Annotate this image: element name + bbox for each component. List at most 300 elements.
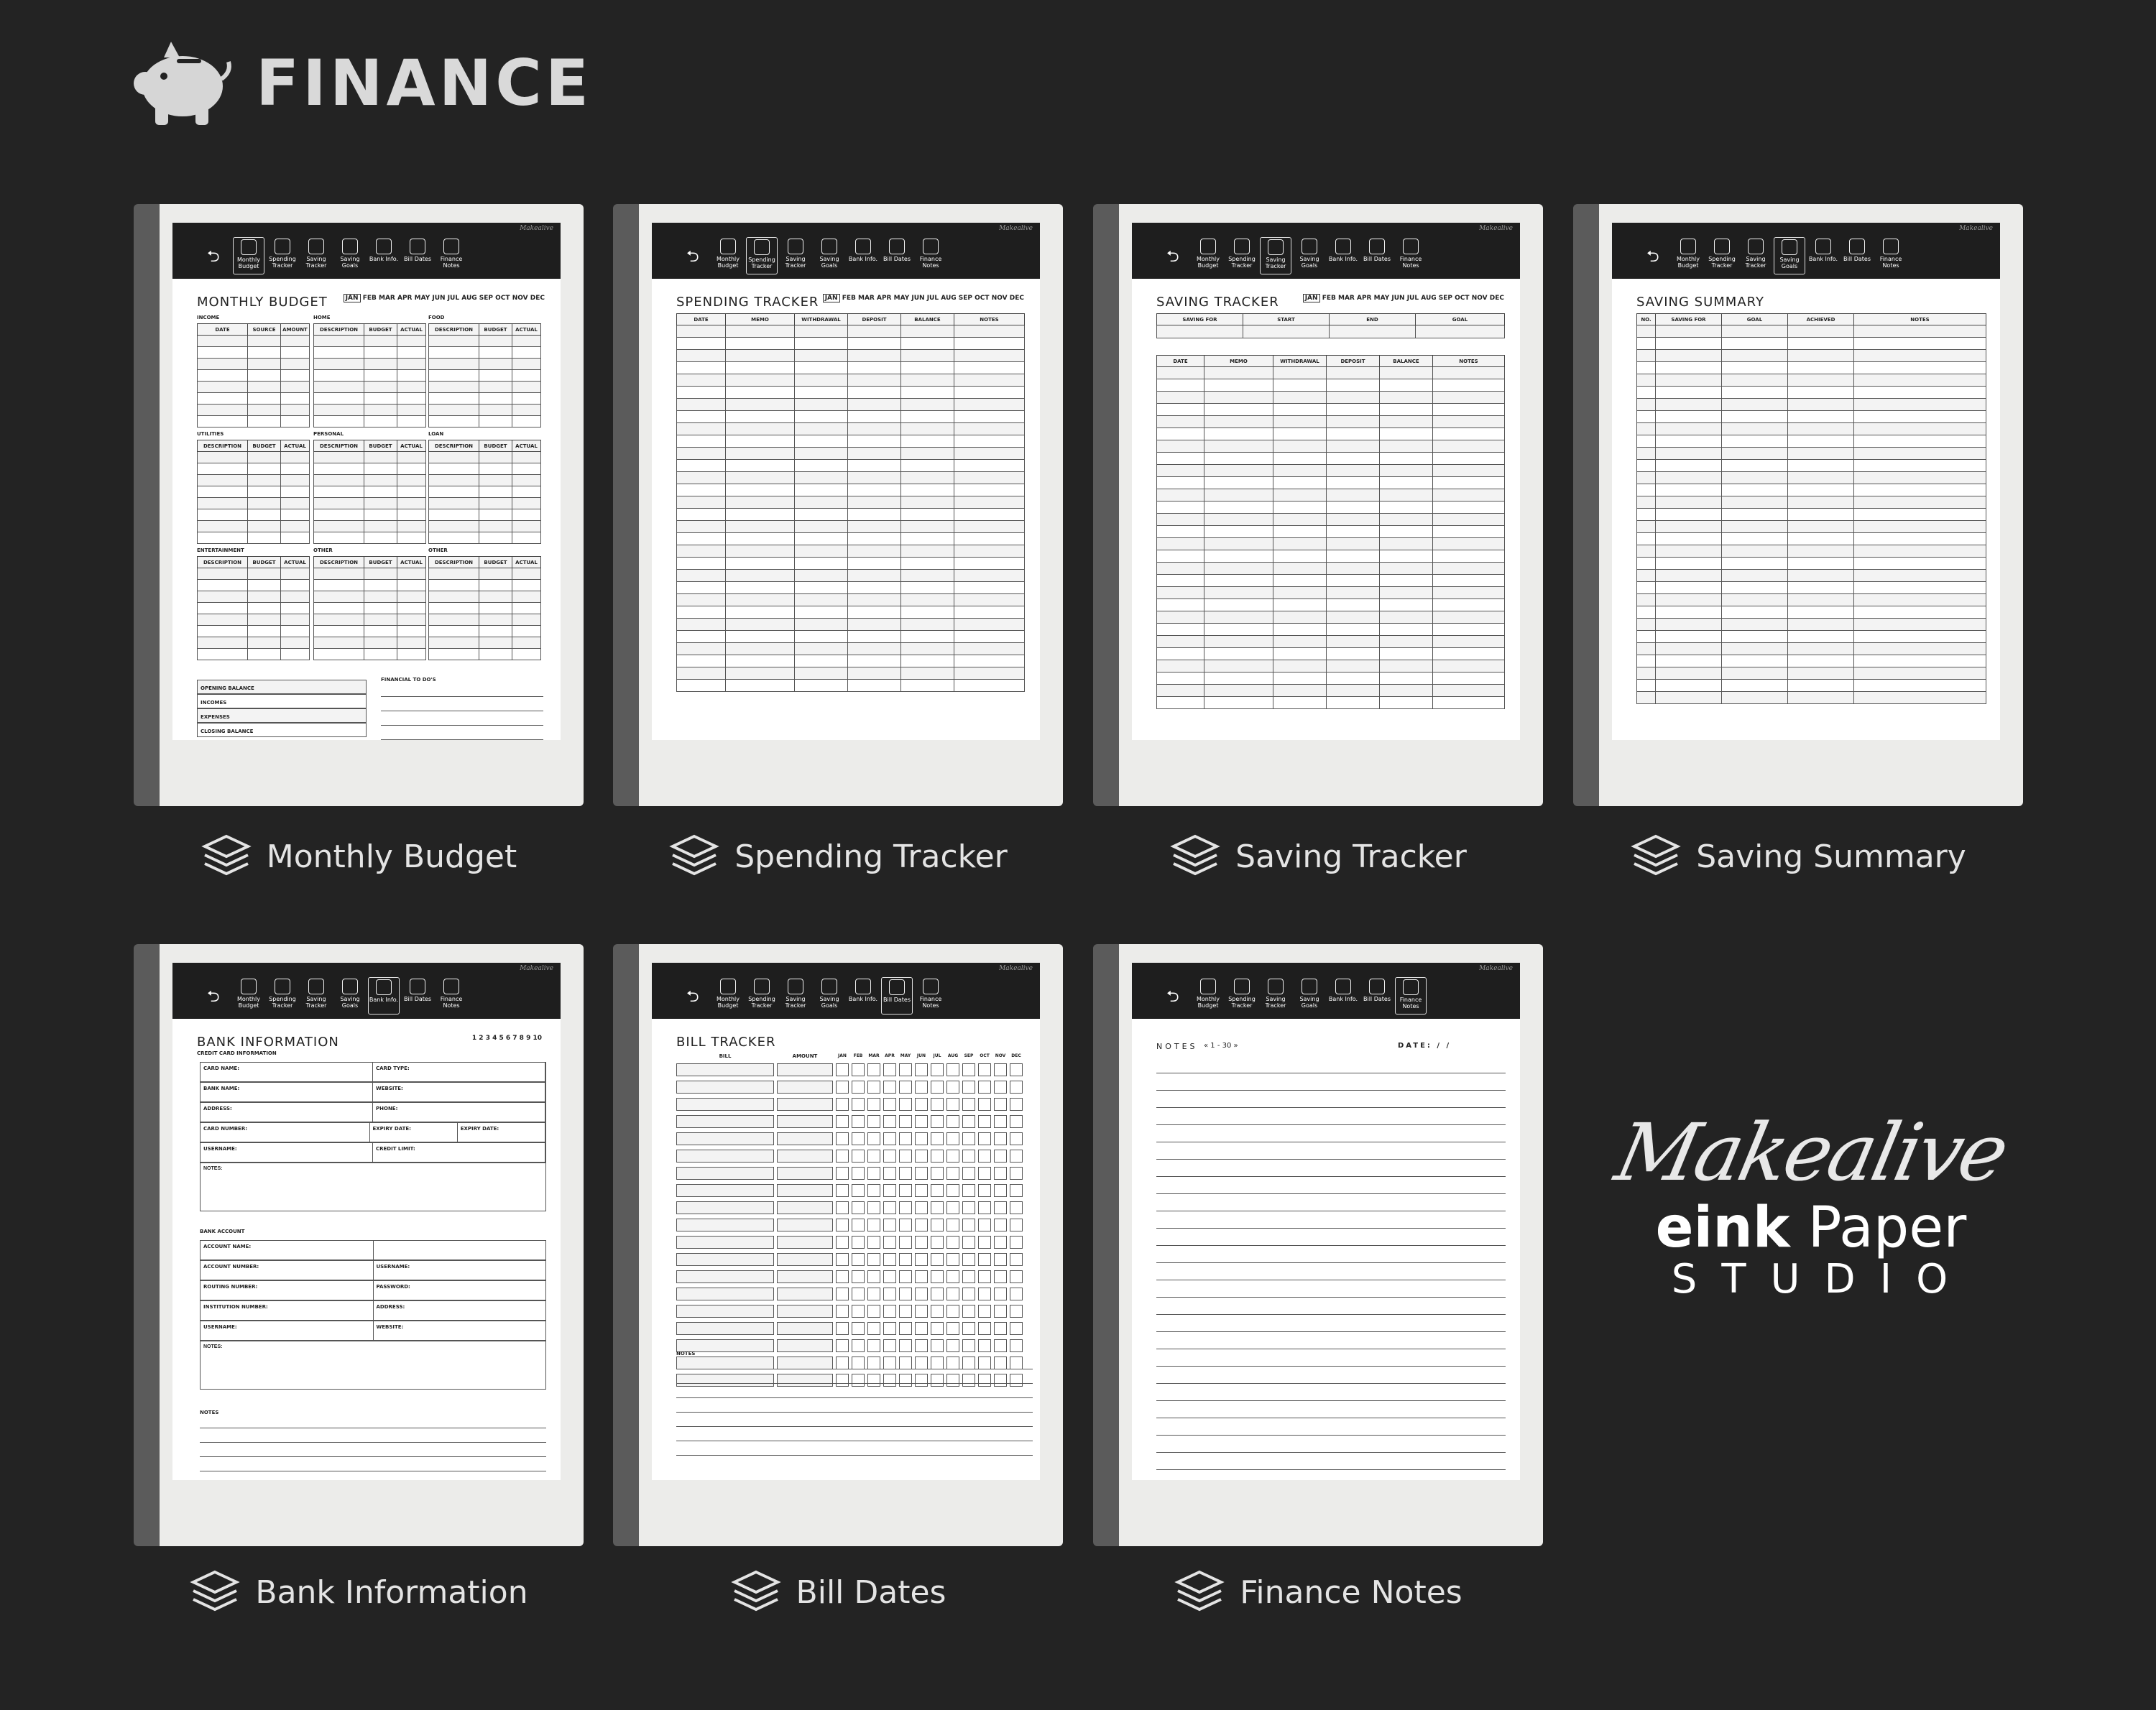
checkbox[interactable]	[852, 1322, 865, 1335]
checkbox[interactable]	[1010, 1339, 1023, 1352]
checkbox[interactable]	[899, 1253, 912, 1266]
table-row[interactable]	[1637, 325, 1986, 338]
nav-tab[interactable]	[1395, 977, 1427, 1015]
table-row[interactable]	[429, 475, 541, 486]
checkbox[interactable]	[915, 1270, 928, 1283]
checkbox[interactable]	[899, 1288, 912, 1300]
table-row[interactable]	[1637, 374, 1986, 387]
checkbox[interactable]	[946, 1184, 959, 1197]
checkbox[interactable]	[946, 1115, 959, 1128]
template-card[interactable]	[1093, 204, 1543, 806]
checkbox[interactable]	[867, 1270, 880, 1283]
table-row[interactable]	[676, 1184, 1023, 1197]
table-row[interactable]	[676, 1219, 1023, 1231]
checkbox[interactable]	[836, 1081, 849, 1094]
table-row[interactable]	[314, 475, 426, 486]
table-row[interactable]	[676, 1322, 1023, 1335]
checkbox[interactable]	[962, 1201, 975, 1214]
form-field[interactable]: USERNAME:	[201, 1321, 374, 1340]
checkbox[interactable]	[915, 1081, 928, 1094]
checkbox[interactable]	[915, 1184, 928, 1197]
checkbox[interactable]	[836, 1063, 849, 1076]
checkbox[interactable]	[899, 1236, 912, 1249]
table-row[interactable]	[676, 1305, 1023, 1318]
month-tab[interactable]: AUG	[941, 295, 957, 302]
nav-tab[interactable]	[300, 237, 332, 274]
checkbox[interactable]	[978, 1201, 991, 1214]
checkbox[interactable]	[867, 1184, 880, 1197]
nav-tab[interactable]	[814, 977, 845, 1015]
nav-tab[interactable]	[814, 237, 845, 274]
checkbox[interactable]	[1010, 1098, 1023, 1111]
checkbox[interactable]	[1010, 1305, 1023, 1318]
date-field[interactable]: DATE: / /	[1398, 1042, 1452, 1050]
checkbox[interactable]	[978, 1288, 991, 1300]
checkbox[interactable]	[915, 1150, 928, 1163]
checkbox[interactable]	[931, 1339, 944, 1352]
checkbox[interactable]	[931, 1270, 944, 1283]
checkbox[interactable]	[946, 1253, 959, 1266]
table-row[interactable]	[429, 370, 541, 382]
form-field[interactable]: BANK NAME:	[201, 1083, 373, 1101]
checkbox[interactable]	[978, 1339, 991, 1352]
form-field[interactable]: PHONE:	[373, 1103, 545, 1122]
month-tab[interactable]: FEB	[842, 295, 856, 302]
table-row[interactable]	[1637, 619, 1986, 631]
form-field[interactable]: INSTITUTION NUMBER:	[201, 1301, 374, 1320]
checkbox[interactable]	[978, 1236, 991, 1249]
nav-tab[interactable]	[1841, 237, 1873, 274]
table-row[interactable]	[198, 347, 310, 359]
checkbox[interactable]	[867, 1098, 880, 1111]
table-row[interactable]	[198, 568, 310, 580]
table-row[interactable]	[314, 509, 426, 521]
table-row[interactable]	[314, 463, 426, 475]
checkbox[interactable]	[915, 1098, 928, 1111]
table-row[interactable]	[198, 603, 310, 614]
table-row[interactable]	[1157, 697, 1505, 709]
table-row[interactable]	[1157, 648, 1505, 660]
checkbox[interactable]	[962, 1253, 975, 1266]
checkbox[interactable]	[994, 1322, 1007, 1335]
checkbox[interactable]	[899, 1063, 912, 1076]
checkbox[interactable]	[883, 1339, 896, 1352]
nav-tab[interactable]	[267, 977, 298, 1015]
nav-tab[interactable]	[267, 237, 298, 274]
table-row[interactable]	[1157, 526, 1505, 538]
table-row[interactable]	[1157, 325, 1505, 338]
checkbox[interactable]	[867, 1322, 880, 1335]
table-row[interactable]	[314, 416, 426, 428]
checkbox[interactable]	[915, 1322, 928, 1335]
checkbox[interactable]	[994, 1305, 1007, 1318]
table-row[interactable]	[676, 1253, 1023, 1266]
checkbox[interactable]	[915, 1253, 928, 1266]
nav-tab[interactable]	[1706, 237, 1738, 274]
table-row[interactable]	[1157, 660, 1505, 673]
table-row[interactable]	[198, 509, 310, 521]
table-row[interactable]	[1157, 404, 1505, 416]
month-tab[interactable]: NOV	[991, 295, 1008, 302]
checkbox[interactable]	[852, 1081, 865, 1094]
nav-tab[interactable]	[1192, 977, 1224, 1015]
checkbox[interactable]	[867, 1201, 880, 1214]
nav-tab[interactable]	[1875, 237, 1907, 274]
month-tab[interactable]: MAY	[893, 295, 910, 302]
table-row[interactable]	[677, 631, 1025, 643]
nav-tab[interactable]	[746, 237, 778, 274]
table-row[interactable]	[1637, 594, 1986, 606]
checkbox[interactable]	[899, 1322, 912, 1335]
table-row[interactable]	[677, 509, 1025, 521]
checkbox[interactable]	[946, 1236, 959, 1249]
checkbox[interactable]	[946, 1201, 959, 1214]
checkbox[interactable]	[852, 1253, 865, 1266]
checkbox[interactable]	[946, 1167, 959, 1180]
table-row[interactable]	[429, 452, 541, 463]
table-row[interactable]	[1157, 489, 1505, 502]
form-field[interactable]: USERNAME:	[201, 1143, 373, 1162]
checkbox[interactable]	[915, 1063, 928, 1076]
table-row[interactable]	[429, 405, 541, 416]
month-tab[interactable]: SEP	[1438, 295, 1453, 302]
back-arrow-icon[interactable]: ⮌	[207, 248, 220, 266]
table-row[interactable]	[677, 411, 1025, 423]
checkbox[interactable]	[994, 1253, 1007, 1266]
checkbox[interactable]	[867, 1305, 880, 1318]
checkbox[interactable]	[867, 1063, 880, 1076]
table-row[interactable]	[1157, 624, 1505, 636]
table-row[interactable]	[1637, 631, 1986, 643]
nav-tab[interactable]	[436, 237, 467, 274]
table-row[interactable]	[429, 359, 541, 370]
table-row[interactable]	[198, 532, 310, 544]
back-arrow-icon[interactable]: ⮌	[686, 988, 699, 1006]
checkbox[interactable]	[852, 1339, 865, 1352]
table-row[interactable]	[314, 498, 426, 509]
table-row[interactable]	[677, 680, 1025, 692]
table-row[interactable]	[314, 359, 426, 370]
checkbox[interactable]	[899, 1184, 912, 1197]
checkbox[interactable]	[852, 1201, 865, 1214]
month-tab[interactable]: APR	[877, 295, 892, 302]
form-field[interactable]: PASSWORD:	[376, 1284, 410, 1290]
form-row[interactable]	[200, 1260, 546, 1280]
nav-tab[interactable]	[436, 977, 467, 1015]
checkbox[interactable]	[899, 1201, 912, 1214]
table-row[interactable]	[1157, 563, 1505, 575]
nav-tab[interactable]	[1740, 237, 1772, 274]
form-field[interactable]: CARD NUMBER:	[201, 1123, 370, 1142]
table-row[interactable]	[314, 521, 426, 532]
table-row[interactable]	[1637, 496, 1986, 509]
table-row[interactable]	[677, 460, 1025, 472]
checkbox[interactable]	[994, 1132, 1007, 1145]
nav-tab[interactable]	[402, 237, 433, 274]
table-row[interactable]	[677, 484, 1025, 496]
checkbox[interactable]	[836, 1132, 849, 1145]
nav-tab[interactable]	[368, 237, 400, 274]
table-row[interactable]	[429, 591, 541, 603]
checkbox[interactable]	[931, 1063, 944, 1076]
table-row[interactable]	[429, 626, 541, 637]
checkbox[interactable]	[1010, 1184, 1023, 1197]
table-row[interactable]	[1157, 392, 1505, 404]
table-row[interactable]	[314, 382, 426, 393]
checkbox[interactable]	[836, 1201, 849, 1214]
notes-lines[interactable]	[1156, 1056, 1506, 1480]
checkbox[interactable]	[978, 1322, 991, 1335]
checkbox[interactable]	[978, 1184, 991, 1197]
checkbox[interactable]	[978, 1098, 991, 1111]
checkbox[interactable]	[946, 1270, 959, 1283]
table-row[interactable]	[198, 637, 310, 649]
checkbox[interactable]	[946, 1150, 959, 1163]
checkbox[interactable]	[1010, 1063, 1023, 1076]
table-row[interactable]	[429, 336, 541, 347]
table-row[interactable]	[676, 1098, 1023, 1111]
form-field[interactable]: EXPIRY DATE:	[458, 1123, 545, 1142]
nav-tab[interactable]	[1395, 237, 1427, 274]
table-row[interactable]	[1637, 448, 1986, 460]
checkbox[interactable]	[1010, 1219, 1023, 1231]
checkbox[interactable]	[899, 1150, 912, 1163]
checkbox[interactable]	[931, 1305, 944, 1318]
table-row[interactable]	[676, 1236, 1023, 1249]
checkbox[interactable]	[915, 1288, 928, 1300]
table-row[interactable]	[1637, 667, 1986, 680]
checkbox[interactable]	[883, 1132, 896, 1145]
checkbox[interactable]	[1010, 1132, 1023, 1145]
checkbox[interactable]	[836, 1236, 849, 1249]
notes-lines[interactable]	[200, 1414, 546, 1471]
checkbox[interactable]	[899, 1305, 912, 1318]
checkbox[interactable]	[931, 1081, 944, 1094]
back-arrow-icon[interactable]: ⮌	[1646, 248, 1659, 266]
month-tab[interactable]: JUN	[1391, 295, 1405, 302]
month-tab[interactable]: MAR	[858, 295, 875, 302]
table-row[interactable]	[1637, 582, 1986, 594]
table-row[interactable]	[198, 580, 310, 591]
nav-tab[interactable]	[847, 237, 879, 274]
table-row[interactable]	[1637, 411, 1986, 423]
checkbox[interactable]	[962, 1115, 975, 1128]
table-row[interactable]	[429, 393, 541, 405]
checkbox[interactable]	[915, 1305, 928, 1318]
checkbox[interactable]	[962, 1132, 975, 1145]
table-row[interactable]	[676, 1132, 1023, 1145]
table-row[interactable]	[1157, 367, 1505, 379]
nav-tab[interactable]	[746, 977, 778, 1015]
checkbox[interactable]	[1010, 1150, 1023, 1163]
checkbox[interactable]	[1010, 1236, 1023, 1249]
table-row[interactable]	[198, 649, 310, 660]
table-row[interactable]	[314, 580, 426, 591]
table-row[interactable]	[1637, 338, 1986, 350]
form-field[interactable]	[374, 1241, 546, 1260]
checkbox[interactable]	[899, 1219, 912, 1231]
checkbox[interactable]	[946, 1219, 959, 1231]
form-row[interactable]	[200, 1300, 546, 1321]
checkbox[interactable]	[994, 1219, 1007, 1231]
checkbox[interactable]	[852, 1270, 865, 1283]
checkbox[interactable]	[899, 1270, 912, 1283]
checkbox[interactable]	[946, 1098, 959, 1111]
bill-grid[interactable]	[676, 1063, 1023, 1391]
todo-lines[interactable]	[381, 683, 543, 740]
table-row[interactable]	[314, 603, 426, 614]
checkbox[interactable]	[915, 1167, 928, 1180]
form-row[interactable]	[200, 1280, 546, 1300]
checkbox[interactable]	[836, 1150, 849, 1163]
nav-tab[interactable]	[712, 977, 744, 1015]
checkbox[interactable]	[994, 1063, 1007, 1076]
table-row[interactable]	[314, 614, 426, 626]
table-row[interactable]	[677, 374, 1025, 387]
checkbox[interactable]	[962, 1322, 975, 1335]
month-tab[interactable]: SEP	[958, 295, 973, 302]
table-row[interactable]	[198, 393, 310, 405]
table-row[interactable]	[1157, 587, 1505, 599]
template-card[interactable]	[613, 944, 1063, 1546]
form-field[interactable]: ROUTING NUMBER:	[201, 1281, 374, 1300]
checkbox[interactable]	[994, 1115, 1007, 1128]
checkbox[interactable]	[1010, 1115, 1023, 1128]
form-row[interactable]	[200, 1102, 546, 1122]
checkbox[interactable]	[962, 1270, 975, 1283]
checkbox[interactable]	[852, 1167, 865, 1180]
nav-tab[interactable]	[712, 237, 744, 274]
checkbox[interactable]	[867, 1288, 880, 1300]
checkbox[interactable]	[852, 1219, 865, 1231]
table-row[interactable]	[677, 655, 1025, 667]
table-row[interactable]	[677, 558, 1025, 570]
table-row[interactable]	[677, 496, 1025, 509]
form-row[interactable]	[200, 1062, 546, 1082]
table-row[interactable]	[676, 1115, 1023, 1128]
checkbox[interactable]	[962, 1339, 975, 1352]
checkbox[interactable]	[852, 1150, 865, 1163]
checkbox[interactable]	[836, 1253, 849, 1266]
checkbox[interactable]	[946, 1081, 959, 1094]
checkbox[interactable]	[883, 1063, 896, 1076]
table-row[interactable]	[198, 336, 310, 347]
month-tab[interactable]: JUL	[926, 295, 939, 302]
table-row[interactable]	[429, 509, 541, 521]
checkbox[interactable]	[899, 1081, 912, 1094]
table-row[interactable]	[314, 347, 426, 359]
back-arrow-icon[interactable]: ⮌	[1166, 988, 1179, 1006]
checkbox[interactable]	[962, 1184, 975, 1197]
table-row[interactable]	[429, 532, 541, 544]
table-row[interactable]	[677, 643, 1025, 655]
month-tab[interactable]: MAR	[1338, 295, 1355, 302]
checkbox[interactable]	[883, 1081, 896, 1094]
nav-tab[interactable]	[334, 237, 366, 274]
template-card[interactable]	[613, 204, 1063, 806]
checkbox[interactable]	[946, 1132, 959, 1145]
table-row[interactable]	[429, 649, 541, 660]
form-field[interactable]: CARD NAME:	[201, 1063, 373, 1081]
checkbox[interactable]	[962, 1063, 975, 1076]
month-tab[interactable]: OCT	[975, 295, 990, 302]
checkbox[interactable]	[867, 1115, 880, 1128]
table-row[interactable]	[1637, 558, 1986, 570]
table-row[interactable]	[1157, 685, 1505, 697]
table-row[interactable]	[677, 545, 1025, 558]
checkbox[interactable]	[962, 1219, 975, 1231]
table-row[interactable]	[1157, 575, 1505, 587]
checkbox[interactable]	[899, 1132, 912, 1145]
table-row[interactable]	[314, 405, 426, 416]
checkbox[interactable]	[931, 1184, 944, 1197]
checkbox[interactable]	[852, 1098, 865, 1111]
checkbox[interactable]	[852, 1288, 865, 1300]
table-row[interactable]	[1157, 502, 1505, 514]
table-row[interactable]	[677, 435, 1025, 448]
table-row[interactable]	[677, 338, 1025, 350]
form-field[interactable]: EXPIRY DATE:	[370, 1123, 458, 1142]
checkbox[interactable]	[962, 1098, 975, 1111]
table-row[interactable]	[677, 399, 1025, 411]
table-row[interactable]	[1157, 636, 1505, 648]
checkbox[interactable]	[994, 1236, 1007, 1249]
checkbox[interactable]	[915, 1201, 928, 1214]
table-row[interactable]	[314, 637, 426, 649]
nav-tab[interactable]	[915, 237, 946, 274]
checkbox[interactable]	[836, 1288, 849, 1300]
month-tab[interactable]: JUN	[432, 295, 446, 302]
checkbox[interactable]	[883, 1305, 896, 1318]
form-field[interactable]: ACCOUNT NAME:	[201, 1241, 374, 1260]
checkbox[interactable]	[899, 1339, 912, 1352]
table-row[interactable]	[1637, 423, 1986, 435]
checkbox[interactable]	[931, 1150, 944, 1163]
checkbox[interactable]	[931, 1132, 944, 1145]
table-row[interactable]	[677, 325, 1025, 338]
table-row[interactable]	[429, 603, 541, 614]
table-row[interactable]	[1637, 484, 1986, 496]
checkbox[interactable]	[931, 1236, 944, 1249]
table-row[interactable]	[198, 359, 310, 370]
nav-tab[interactable]	[1260, 977, 1291, 1015]
checkbox[interactable]	[852, 1236, 865, 1249]
table-row[interactable]	[1157, 599, 1505, 611]
table-row[interactable]	[1157, 673, 1505, 685]
checkbox[interactable]	[915, 1236, 928, 1249]
page-numbers[interactable]: 1 2 3 4 5 6 7 8 9 10	[471, 1035, 542, 1042]
nav-tab[interactable]	[1361, 237, 1393, 274]
checkbox[interactable]	[836, 1098, 849, 1111]
checkbox[interactable]	[994, 1339, 1007, 1352]
checkbox[interactable]	[931, 1253, 944, 1266]
table-row[interactable]	[314, 486, 426, 498]
checkbox[interactable]	[867, 1150, 880, 1163]
table-row[interactable]	[676, 1270, 1023, 1283]
month-tab[interactable]: MAR	[379, 295, 395, 302]
checkbox[interactable]	[994, 1270, 1007, 1283]
table-row[interactable]	[198, 626, 310, 637]
checkbox[interactable]	[946, 1063, 959, 1076]
checkbox[interactable]	[1010, 1081, 1023, 1094]
table-row[interactable]	[1637, 521, 1986, 533]
checkbox[interactable]	[931, 1322, 944, 1335]
form-row[interactable]	[200, 1122, 546, 1142]
checkbox[interactable]	[1010, 1201, 1023, 1214]
table-row[interactable]	[1637, 533, 1986, 545]
nav-tab[interactable]	[1294, 237, 1325, 274]
table-row[interactable]	[1637, 399, 1986, 411]
